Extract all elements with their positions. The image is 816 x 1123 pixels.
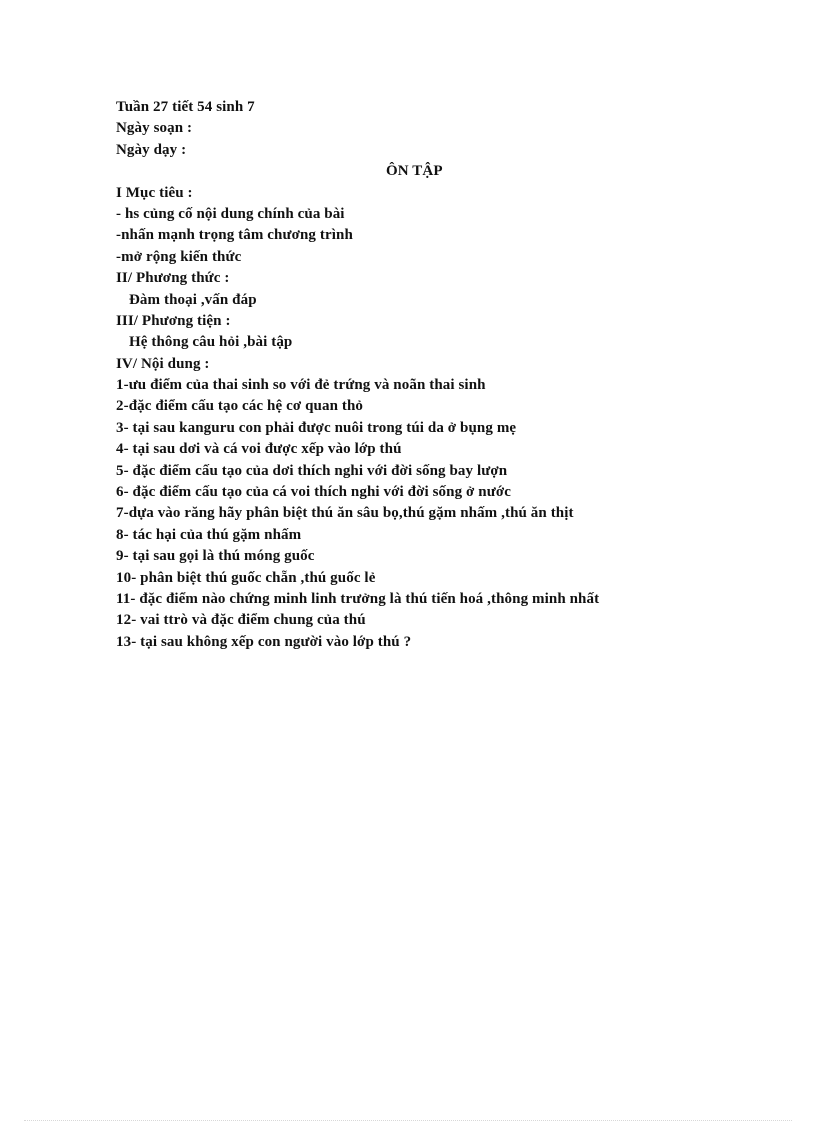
page-title: ÔN TẬP xyxy=(386,163,443,180)
means-heading: III/ Phương tiện : xyxy=(116,312,231,329)
page-bottom-divider xyxy=(24,1120,792,1121)
question-item: 9- tại sau gọi là thú móng guốc xyxy=(116,548,315,565)
question-item: 7-dựa vào răng hãy phân biệt thú ăn sâu bọ,thú gặm nhấm ,thú ăn thịt xyxy=(116,505,574,522)
question-item: 2-đặc điểm cấu tạo các hệ cơ quan thỏ xyxy=(116,398,363,415)
objective-item: -mở rộng kiến thức xyxy=(116,248,242,265)
objective-item: -nhấn mạnh trọng tâm chương trình xyxy=(116,227,353,244)
question-item: 1-ưu điểm của thai sinh so với đẻ trứng và noãn thai sinh xyxy=(116,377,486,394)
lesson-plan-body xyxy=(116,97,716,653)
prepared-date: Ngày soạn : xyxy=(116,120,193,137)
means-value: Hệ thông câu hỏi ,bài tập xyxy=(129,334,293,351)
question-item: 10- phân biệt thú guốc chẵn ,thú guốc lẻ xyxy=(116,569,376,586)
method-value: Đàm thoại ,vấn đáp xyxy=(129,291,257,308)
teaching-date: Ngày dạy : xyxy=(116,141,187,158)
objective-item: - hs củng cố nội dung chính của bài xyxy=(116,205,345,222)
question-item: 12- vai ttrò và đặc điểm chung của thú xyxy=(116,612,366,629)
week-line: Tuần 27 tiết 54 sinh 7 xyxy=(116,99,255,115)
content-heading: IV/ Nội dung : xyxy=(116,355,210,372)
question-item: 4- tại sau dơi và cá voi được xếp vào lớp thú xyxy=(116,441,402,458)
question-item: 6- đặc điểm cấu tạo của cá voi thích nghi với đời sống ở nước xyxy=(116,484,512,501)
method-heading: II/ Phương thức : xyxy=(116,270,230,287)
question-item: 13- tại sau không xếp con người vào lớp thú ? xyxy=(116,633,412,650)
question-item: 11- đặc điểm nào chứng minh linh trưởng là thú tiến hoá ,thông minh nhất xyxy=(116,590,600,607)
question-item: 8- tác hại của thú gặm nhấm xyxy=(116,526,302,543)
question-item: 5- đặc điểm cấu tạo của dơi thích nghi với đời sống bay lượn xyxy=(116,462,508,479)
objectives-heading: I Mục tiêu : xyxy=(116,184,193,201)
question-item: 3- tại sau kanguru con phải được nuôi trong túi da ở bụng mẹ xyxy=(116,419,517,436)
